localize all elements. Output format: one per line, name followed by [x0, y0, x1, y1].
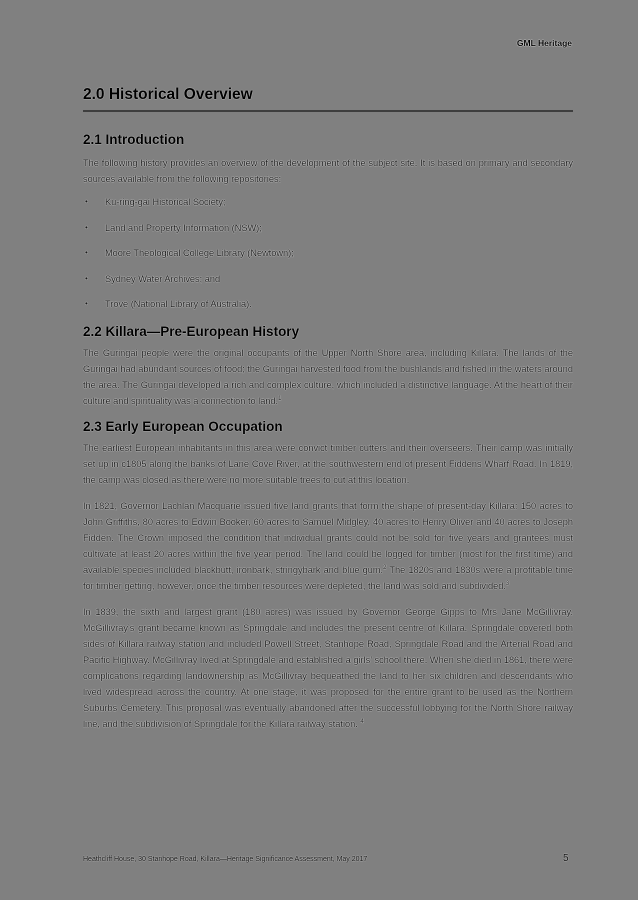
- running-header: GML Heritage: [516, 38, 572, 48]
- early-occupation-paragraph-1: The earliest European inhabitants in this area were convict timber cutters and their overseers. Their camp was initially set up in c1805 along the banks of Lane Cove River, at the southwestern end of present Fiddens Wharf Road. In 1819, the camp was closed as there were no more suitable trees to cut at this location.: [83, 442, 573, 485]
- bullet-icon: •: [85, 299, 88, 308]
- list-item: [83, 194, 573, 220]
- list-item-text: Trove (National Library of Australia).: [105, 299, 252, 309]
- pre-european-paragraph: [83, 345, 573, 409]
- bullet-icon: •: [85, 273, 88, 283]
- section-heading-pre-european-history: 2.2 Killara—Pre-European History: [83, 323, 300, 339]
- list-item: [83, 271, 573, 297]
- list-item: [83, 296, 573, 322]
- list-item-text: Moore Theological College Library (Newtown);: [105, 248, 294, 258]
- footnote-reference[interactable]: 2: [383, 564, 387, 571]
- section-heading-introduction: 2.1 Introduction: [83, 132, 185, 147]
- footer-document-title: Heathcliff House, 30 Stanhope Road, Killara—Heritage Significance Assessment, May 2017: [83, 856, 368, 863]
- paragraph-text: The 1820s and 1830s were a profitable time for timber getting, however, once the timber resources were depleted, the land was sold and subdivided.: [83, 564, 573, 591]
- bullet-icon: •: [85, 197, 88, 206]
- early-occupation-paragraph-2: [83, 498, 573, 594]
- list-item-text: Sydney Water Archives; and: [105, 273, 221, 284]
- footnote-reference[interactable]: 1: [278, 395, 282, 402]
- list-item-text: Land and Property Information (NSW);: [105, 222, 262, 233]
- introduction-paragraph: The following history provides an overview of the development of the subject site. It is based on primary and secondary sources available from the following repositories:: [83, 158, 573, 184]
- early-occupation-paragraph-3: [83, 604, 573, 732]
- page-title: 2.0 Historical Overview: [83, 86, 573, 112]
- list-item: [83, 220, 573, 246]
- page-content: [83, 86, 573, 732]
- paragraph-text: In 1821, Governor Lachlan Macquarie issued five land grants that form the shape of present-day Killara: 150 acres to John Griffiths, 80 acres to Edwin Booker, 60 acres to Samuel Midgley, 40 acres to Henry Oliver and 40 acres to Joseph Fidden. The Crown imposed the condition that individual grants could not be sold for five years and grantees must cultivate at least 20 acres within the five year period. The land could be logged for timber (most for the first time) and available species included blackbutt, ironbark, stringybark and blue gum.: [83, 500, 573, 575]
- page-number: 5: [563, 853, 569, 864]
- footnote-reference[interactable]: 3: [505, 580, 510, 587]
- bullet-icon: •: [85, 248, 88, 257]
- list-item-text: Ku-ring-gai Historical Society;: [105, 197, 226, 207]
- footnote-reference[interactable]: 4: [360, 718, 364, 725]
- bullet-icon: •: [85, 222, 88, 232]
- paragraph-text: The Guringai people were the original occupants of the Upper North Shore area, including Killara. The lands of the Guringai had abundant sources of food; the Guringai harvested food from the bushlands and fished in the waters around the area. The Guringai developed a rich and complex culture, which included a distinctive language. At the heart of their culture and spirituality was a connection to land.: [83, 347, 573, 406]
- paragraph-text: In 1839, the sixth and largest grant (180 acres) was issued by Governor George Gipps to Mrs Jane McGillivray. McGillivray’s grant became known as Springdale and includes the present centre of Killara. Springdale covered both sides of Killara railway station and included Powell Street, Stanhope Road, Springdale Road and the Arterial Road and Pacific Highway. McGillivray lived at Springdale and established a girls’ school there. When she died in 1861, there were complications regarding landownership as McGillivray bequeathed the land to her six children and descendants who lived widespread across the country. At one stage, it was proposed for the entire grant to be used as the Northern Suburbs Cemetery. This proposal was eventually abandoned after the successful lobbying for the North Shore railway line, and the subdivision of Springdale for the Killara railway station.: [83, 606, 573, 729]
- list-item: [83, 245, 573, 271]
- section-heading-early-european-occupation: 2.3 Early European Occupation: [83, 418, 283, 434]
- repositories-list: [83, 194, 573, 322]
